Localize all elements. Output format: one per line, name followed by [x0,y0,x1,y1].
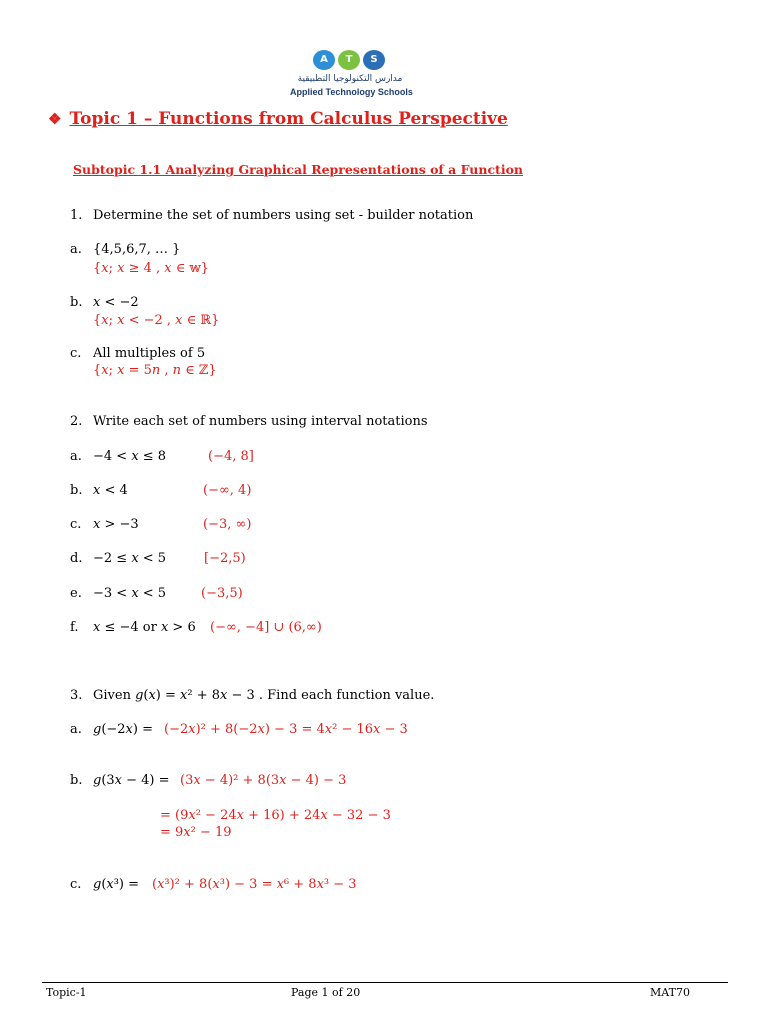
logo-letter-t: T [338,50,360,70]
q1-b-answer: {𝑥; 𝑥 < −2 , 𝑥 ∈ ℝ} [93,313,220,328]
q3-b-answer: (3𝑥 − 4)² + 8(3𝑥 − 4) − 3 [180,773,347,788]
logo-letter-s: S [363,50,385,70]
q2-a-question: −4 < 𝑥 ≤ 8 [93,449,167,464]
q2-f-question: 𝑥 ≤ −4 or 𝑥 > 6 [93,620,196,635]
q1-a-label: a. [70,242,82,257]
footer-page-number: Page 1 of 20 [291,986,361,999]
q2-f-answer: (−∞, −4] ∪ (6,∞) [210,620,322,635]
q3-b-lhs: 𝑔(3𝑥 − 4) = [93,773,170,788]
q2-d-label: d. [70,551,83,566]
q3-b-label: b. [70,773,83,788]
question-1-text: Determine the set of numbers using set - builder notation [93,208,474,223]
q3-c-label: c. [70,877,82,892]
q2-e-label: e. [70,586,82,601]
footer-divider [42,982,728,983]
q3-b-line2: = (9𝑥² − 24𝑥 + 16) + 24𝑥 − 32 − 3 [160,808,391,823]
q2-a-label: a. [70,449,82,464]
q2-b-label: b. [70,483,83,498]
footer-topic: Topic-1 [46,986,87,999]
q1-c-answer: {𝑥; 𝑥 = 5𝑛 , 𝑛 ∈ ℤ} [93,363,217,378]
question-3-text: Given 𝑔(𝑥) = 𝑥² + 8𝑥 − 3 . Find each function value. [93,688,435,703]
q1-a-question: {4,5,6,7, … } [93,242,181,257]
q3-c-lhs: 𝑔(𝑥³) = [93,877,140,892]
q2-a-answer: (−4, 8] [208,449,254,464]
q2-c-answer: (−3, ∞) [203,517,252,532]
question-1-number: 1. [70,208,83,223]
q3-b-line3: = 9𝑥² − 19 [160,825,232,840]
logo-english-name: Applied Technology Schools [290,87,413,97]
logo-mark [313,50,388,70]
q2-b-question: 𝑥 < 4 [93,483,128,498]
question-2-number: 2. [70,414,83,429]
page-title [48,109,508,129]
q1-c-label: c. [70,346,82,361]
q2-c-label: c. [70,517,82,532]
q1-b-question: 𝑥 < −2 [93,295,139,310]
q3-c-answer: (𝑥³)² + 8(𝑥³) − 3 = 𝑥⁶ + 8𝑥³ − 3 [152,877,357,892]
q2-e-answer: (−3,5) [201,586,243,601]
q2-d-answer: [−2,5) [204,551,246,566]
q2-d-question: −2 ≤ 𝑥 < 5 [93,551,167,566]
q3-a-answer: (−2𝑥)² + 8(−2𝑥) − 3 = 4𝑥² − 16𝑥 − 3 [164,722,408,737]
question-3-number: 3. [70,688,83,703]
q1-b-label: b. [70,295,83,310]
q3-a-lhs: 𝑔(−2𝑥) = [93,722,153,737]
footer-course-code: MAT70 [650,986,690,999]
q2-e-question: −3 < 𝑥 < 5 [93,586,167,601]
q3-a-label: a. [70,722,82,737]
q2-b-answer: (−∞, 4) [203,483,252,498]
diamond-bullet-icon: ❖ [48,110,62,128]
school-logo [290,50,413,102]
q2-f-label: f. [70,620,79,635]
page-title-text: Topic 1 – Functions from Calculus Perspective [69,109,508,129]
subtopic-heading: Subtopic 1.1 Analyzing Graphical Representations of a Function [73,162,524,177]
logo-letter-a: A [313,50,335,70]
question-2-text: Write each set of numbers using interval notations [93,414,428,429]
logo-arabic-name: مدارس التكنولوجيا التطبيقية [297,74,403,84]
q1-c-question: All multiples of 5 [93,346,206,361]
q1-a-answer: {𝑥; 𝑥 ≥ 4 , 𝑥 ∈ 𝕨} [93,261,209,276]
q2-c-question: 𝑥 > −3 [93,517,139,532]
